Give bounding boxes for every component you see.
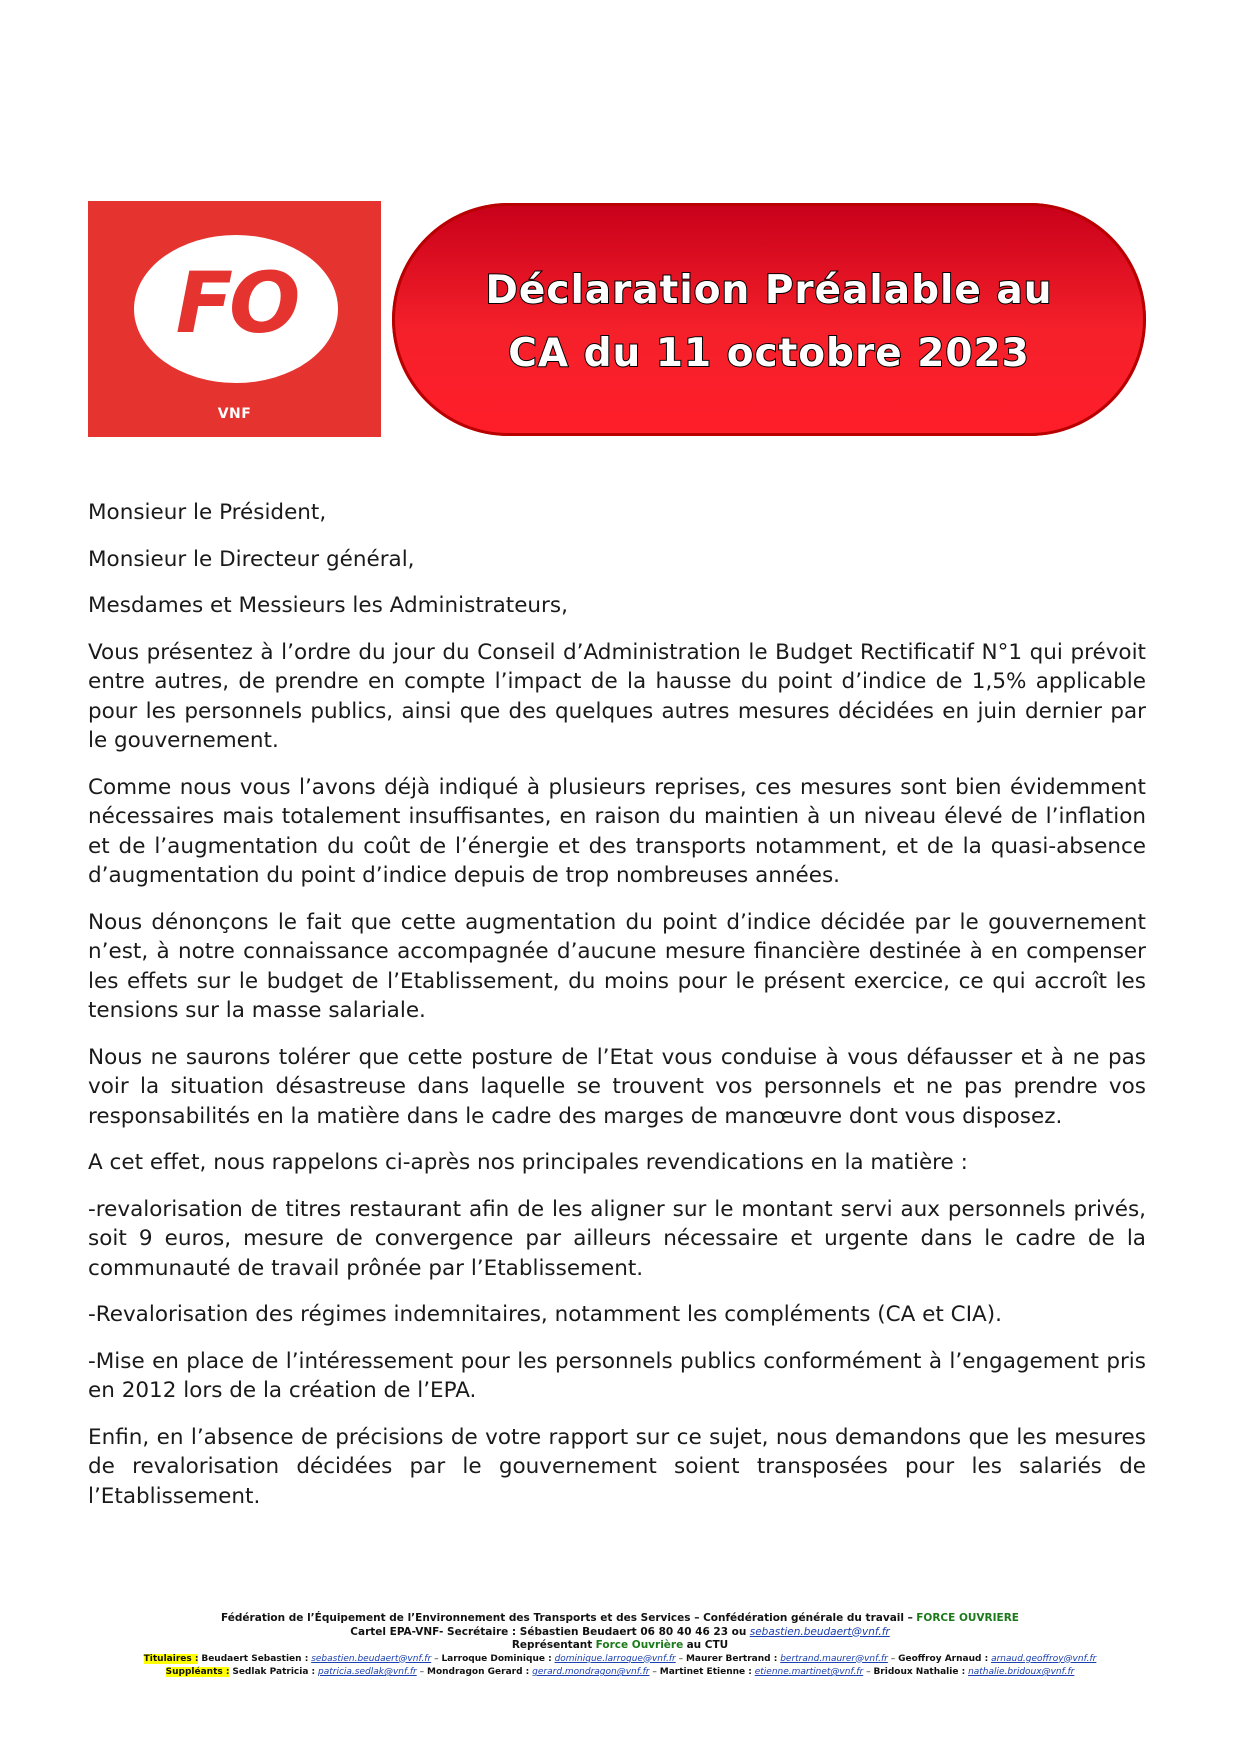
titulaire-name: Beudaert Sebastien :	[201, 1653, 309, 1664]
representant-fo: Force Ouvrière	[595, 1639, 684, 1651]
force-ouvriere-label: FORCE OUVRIERE	[916, 1612, 1019, 1624]
suppleant-email-link[interactable]: nathalie.bridoux@vnf.fr	[968, 1667, 1075, 1677]
suppleant-email-link[interactable]: etienne.martinet@vnf.fr	[754, 1667, 864, 1677]
titulaire-name: Geoffroy Arnaud :	[898, 1653, 989, 1664]
paragraph: Enfin, en l’absence de précisions de votre rapport sur ce sujet, nous demandons que les mesures de revalorisation décidées par le gouvernement soient transposées pour les salariés de l’Etablissement.	[88, 1424, 1146, 1509]
titulaire-email-link[interactable]: dominique.larroque@vnf.fr	[554, 1653, 676, 1664]
suppleant-email-link[interactable]: patricia.sedlak@vnf.fr	[318, 1667, 417, 1677]
titulaires-label: Titulaires :	[143, 1653, 199, 1664]
suppleant-email-link[interactable]: gerard.mondragon@vnf.fr	[532, 1667, 650, 1677]
logo-oval	[134, 235, 338, 383]
suppleant-name: Mondragon Gerard :	[426, 1667, 530, 1677]
separator: –	[419, 1667, 425, 1677]
letter-body	[88, 498, 1146, 1528]
document-title	[392, 259, 1146, 385]
logo-fo-text: FO	[175, 254, 297, 352]
separator: –	[434, 1653, 439, 1664]
cartel-text: Cartel EPA-VNF- Secrétaire : Sébastien Beudaert 06 80 40 46 23 ou	[350, 1625, 747, 1638]
footer-titulaires-line	[120, 1653, 1120, 1667]
separator: –	[866, 1667, 871, 1677]
salutation-president: Monsieur le Président,	[88, 500, 327, 525]
paragraph: Comme nous vous l’avons déjà indiqué à plusieurs reprises, ces mesures sont bien évidemment nécessaires mais totalement insuffisantes, en raison du maintien à un niveau élevé de l’inflation et de l’augmentation du coût de l’énergie et des transports notamment, et de la quasi-absence d’augmentation du point d’indice depuis de trop nombreuses années.	[88, 774, 1146, 888]
suppleants-label: Suppléants :	[165, 1667, 230, 1677]
paragraph: A cet effet, nous rappelons ci-après nos principales revendications en la matière :	[88, 1150, 968, 1175]
fo-vnf-logo	[88, 201, 381, 437]
suppleant-name: Bridoux Nathalie :	[873, 1667, 966, 1677]
separator: –	[890, 1653, 896, 1664]
salutation-director: Monsieur le Directeur général,	[88, 546, 415, 572]
logo-vnf-text: VNF	[217, 406, 252, 422]
demand-item: -revalorisation de titres restaurant afin de les aligner sur le montant servi aux personnels privés, soit 9 euros, mesure de convergence par ailleurs nécessaire et urgente dans le cadre de la communauté de travail prônée par l’Etablissement.	[88, 1196, 1146, 1281]
demand-item: -Revalorisation des régimes indemnitaires, notamment les compléments (CA et CIA).	[88, 1302, 1002, 1327]
separator: –	[678, 1653, 684, 1664]
titulaire-email-link[interactable]: sebastien.beudaert@vnf.fr	[311, 1653, 432, 1664]
paragraph: Nous ne saurons tolérer que cette posture de l’Etat vous conduise à vous défausser et à ne pas voir la situation désastreuse dans laquelle se trouvent vos personnels et ne pas prendre vos responsabilités en la matière dans le cadre des marges de manœuvre dont vous disposez.	[88, 1044, 1146, 1129]
demand-item: -Mise en place de l’intéressement pour les personnels publics conformément à l’engagement pris en 2012 lors de la création de l’EPA.	[88, 1348, 1146, 1403]
footer-cartel-line	[120, 1626, 1120, 1640]
titulaire-name: Larroque Dominique :	[441, 1653, 552, 1664]
cartel-email-link[interactable]: sebastien.beudaert@vnf.fr	[749, 1625, 890, 1638]
title-line-2: CA du 11 octobre 2023	[508, 331, 1030, 376]
paragraph: Nous dénonçons le fait que cette augmentation du point d’indice décidée par le gouvernement n’est, à notre connaissance accompagnée d’aucune mesure financière destinée à en compenser les effets sur le budget de l’Etablissement, du moins pour le présent exercice, ce qui accroît les tensions sur la masse salariale.	[88, 909, 1146, 1023]
suppleant-name: Martinet Etienne :	[659, 1667, 752, 1677]
title-line-1: Déclaration Préalable au	[485, 268, 1053, 313]
footer	[120, 1612, 1120, 1680]
suppleant-name: Sedlak Patricia :	[232, 1667, 316, 1677]
representant-text: Représentant	[511, 1639, 593, 1651]
footer-representant-line	[120, 1639, 1120, 1653]
titulaire-email-link[interactable]: bertrand.maurer@vnf.fr	[780, 1653, 888, 1664]
federation-name: Fédération de l’Équipement de l’Environnement des Transports et des Services – Confédération générale du travail –	[221, 1612, 913, 1624]
titulaire-email-link[interactable]: arnaud.geoffroy@vnf.fr	[991, 1653, 1097, 1664]
footer-federation-line	[120, 1612, 1120, 1626]
representant-end: au CTU	[686, 1639, 729, 1651]
title-banner	[392, 203, 1146, 436]
salutation-administrators: Mesdames et Messieurs les Administrateurs,	[88, 593, 568, 618]
titulaire-name: Maurer Bertrand :	[685, 1653, 778, 1664]
separator: –	[652, 1667, 657, 1677]
paragraph: Vous présentez à l’ordre du jour du Conseil d’Administration le Budget Rectificatif N°1 qui prévoit entre autres, de prendre en compte l’impact de la hausse du point d’indice de 1,5% applicable pour les personnels publics, ainsi que des quelques autres mesures décidées en juin dernier par le gouvernement.	[88, 639, 1146, 753]
footer-suppleants-line	[120, 1666, 1120, 1680]
